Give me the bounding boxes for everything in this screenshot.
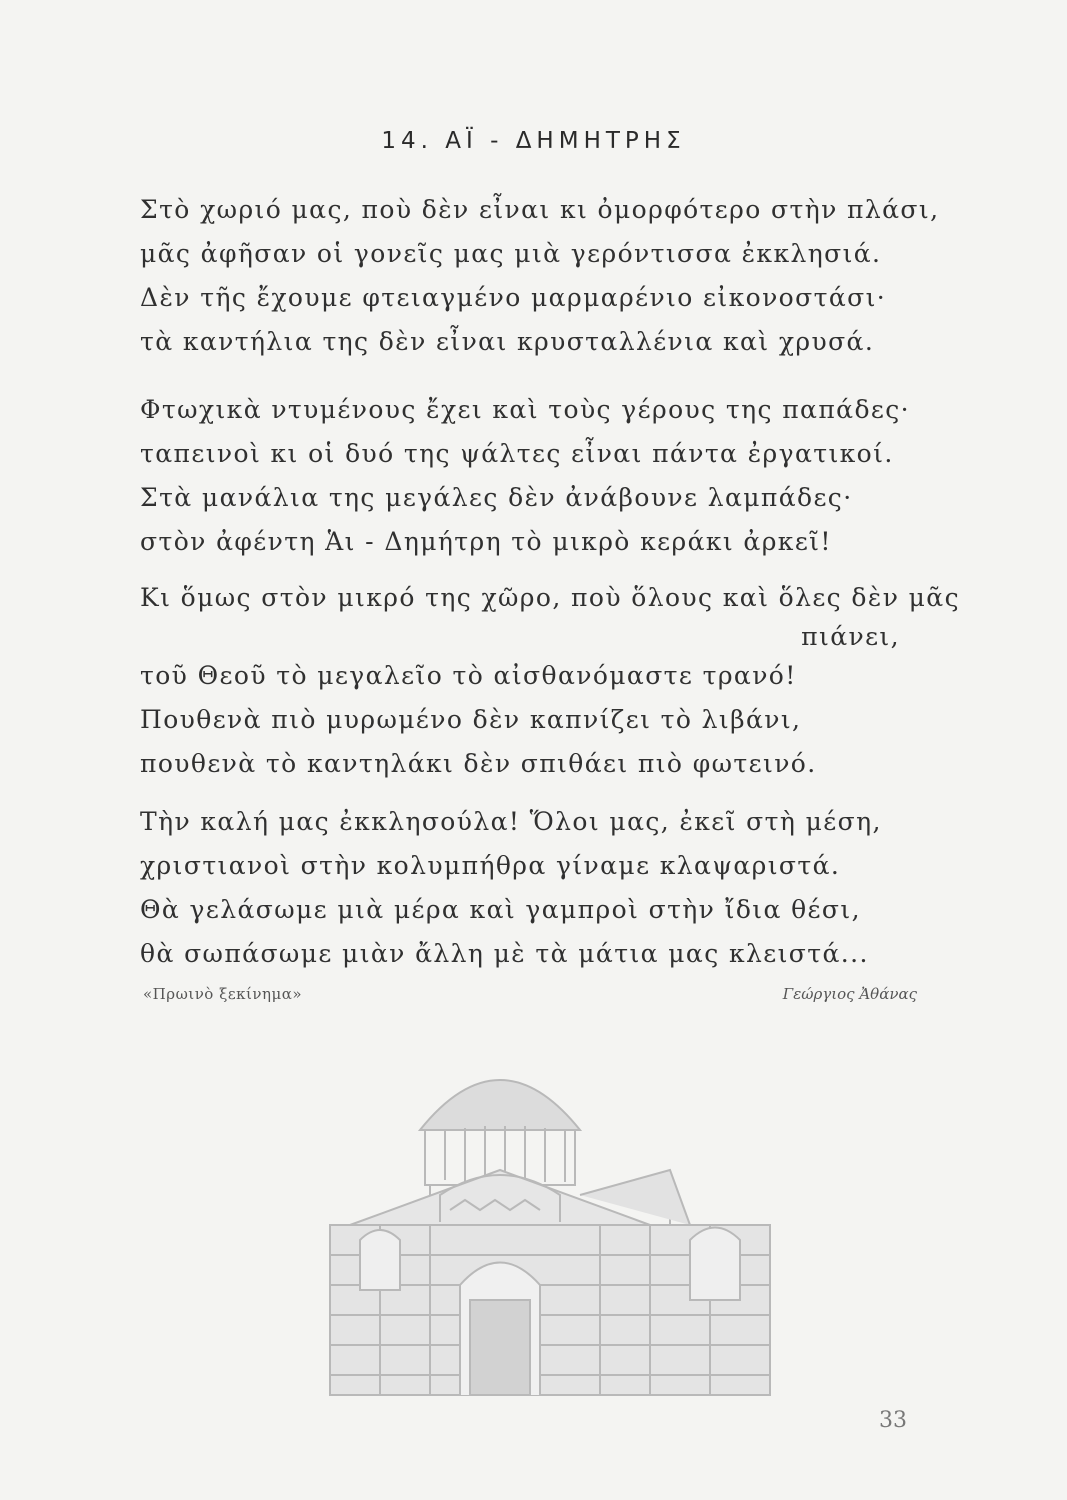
verse-line: Θὰ γελάσωμε μιὰ μέρα καὶ γαμπροὶ στὴν ἴδια θέσι, — [140, 895, 861, 924]
church-illustration — [270, 1010, 830, 1400]
verse-line: χριστιανοὶ στὴν κολυμπήθρα γίναμε κλαψαριστά. — [140, 851, 841, 880]
verse-line-continuation: πιάνει, — [801, 622, 900, 651]
verse-line: ταπεινοὶ κι οἱ δυό της ψάλτες εἶναι πάντα ἐργατικοί. — [140, 439, 894, 468]
page-number: 33 — [879, 1408, 907, 1433]
verse-line: θὰ σωπάσωμε μιὰν ἄλλη μὲ τὰ μάτια μας κλειστά... — [140, 939, 869, 968]
verse-line: Δὲν τῆς ἔχουμε φτειαγμένο μαρμαρένιο εἰκονοστάσι· — [140, 283, 887, 312]
stanza-1 — [140, 188, 940, 364]
verse-line: στὸν ἀφέντη Ἁι - Δημήτρη τὸ μικρὸ κεράκι ἀρκεῖ! — [140, 527, 832, 556]
stanza-4 — [140, 800, 920, 976]
verse-line: τοῦ Θεοῦ τὸ μεγαλεῖο τὸ αἰσθανόμαστε τρανό! — [140, 661, 797, 690]
poem-title: 14. ΑΪ - ΔΗΜΗΤΡΗΣ — [381, 128, 686, 154]
verse-line: πουθενὰ τὸ καντηλάκι δὲν σπιθάει πιὸ φωτεινό. — [140, 749, 817, 778]
verse-line: μᾶς ἀφῆσαν οἱ γονεῖς μας μιὰ γερόντισσα ἐκκλησιά. — [140, 239, 882, 268]
verse-line: Κι ὅμως στὸν μικρό της χῶρο, ποὺ ὅλους καὶ ὅλες δὲν μᾶς — [140, 583, 960, 612]
stanza-2 — [140, 388, 920, 564]
source-citation: «Πρωινὸ ξεκίνημα» — [143, 985, 303, 1003]
verse-line: Τὴν καλή μας ἐκκλησούλα! Ὅλοι μας, ἐκεῖ στὴ μέση, — [140, 807, 882, 836]
verse-line: Στὰ μανάλια της μεγάλες δὲν ἀνάβουνε λαμπάδες· — [140, 483, 853, 512]
verse-line: Στὸ χωριό μας, ποὺ δὲν εἶναι κι ὀμορφότερο στὴν πλάσι, — [140, 195, 940, 224]
stanza-3 — [140, 576, 960, 786]
verse-line: τὰ καντήλια της δὲν εἶναι κρυσταλλένια καὶ χρυσά. — [140, 327, 875, 356]
poem-author: Γεώργιος Ἀθάνας — [782, 985, 917, 1003]
verse-line: Πουθενὰ πιὸ μυρωμένο δὲν καπνίζει τὸ λιβάνι, — [140, 705, 802, 734]
verse-line: Φτωχικὰ ντυμένους ἔχει καὶ τοὺς γέρους της παπάδες· — [140, 395, 911, 424]
